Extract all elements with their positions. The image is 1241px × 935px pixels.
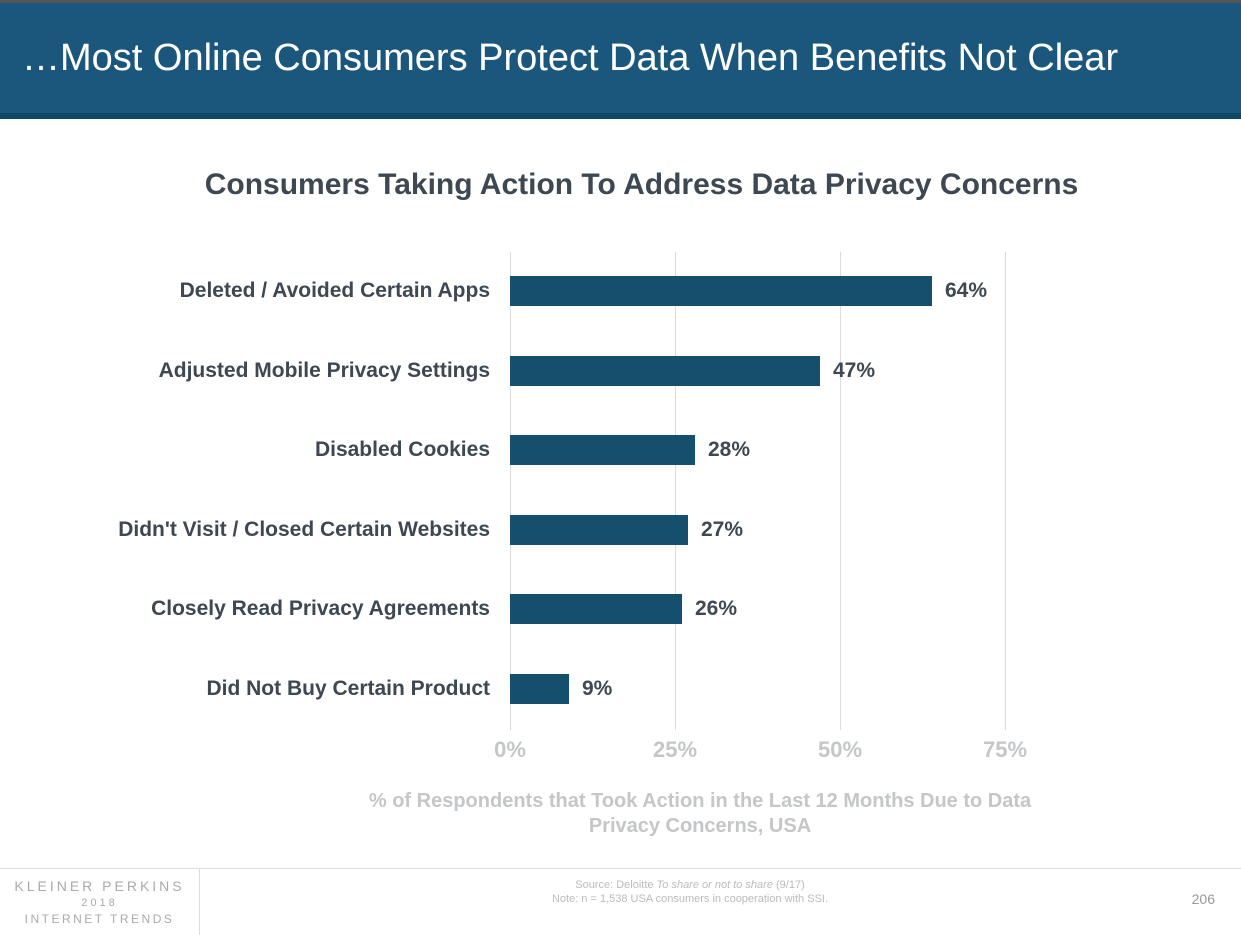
x-tick-label: 0% [494, 737, 526, 762]
kleiner-perkins-logo [0, 869, 200, 935]
bar-label: Deleted / Avoided Certain Apps [179, 279, 490, 302]
bar-label: Closely Read Privacy Agreements [151, 597, 490, 620]
x-axis-caption [360, 789, 1040, 839]
gridline [840, 252, 841, 730]
source-note [430, 878, 950, 906]
bar-value: 27% [701, 518, 744, 541]
gridline [1005, 252, 1006, 730]
bar [510, 674, 569, 704]
x-tick-label: 25% [652, 737, 698, 762]
bar-label: Disabled Cookies [314, 438, 490, 461]
bar [510, 276, 932, 306]
bar [510, 594, 682, 624]
bar-label: Did Not Buy Certain Product [206, 677, 490, 700]
bar-label: Didn't Visit / Closed Certain Websites [118, 518, 490, 541]
bar [510, 515, 688, 545]
bar-value: 26% [695, 597, 738, 620]
gridline [510, 252, 511, 730]
bar [510, 356, 820, 386]
bar-value: 64% [945, 279, 988, 302]
x-tick-label: 75% [982, 737, 1028, 762]
bar [510, 435, 695, 465]
source-line: Source: Deloitte To share or not to share (9/17) [575, 879, 805, 891]
logo-line-1: KLEINER PERKINS [14, 878, 185, 894]
x-tick-label: 50% [817, 737, 863, 762]
note-line: Note: n = 1,538 USA consumers in cooperation with SSI. [551, 893, 829, 905]
logo-line-3: INTERNET TRENDS [24, 912, 175, 926]
bar-label: Adjusted Mobile Privacy Settings [158, 359, 490, 382]
bar-value: 9% [582, 677, 613, 700]
logo-line-2: 2018 [81, 897, 118, 909]
chart-title: Consumers Taking Action To Address Data Privacy Concerns [204, 168, 1079, 201]
x-axis-caption-line2: Privacy Concerns, USA [588, 815, 812, 837]
bar-value: 28% [708, 438, 751, 461]
bar-value: 47% [833, 359, 876, 382]
gridline [675, 252, 676, 730]
page-number: 206 [1191, 891, 1215, 907]
banner-title: …Most Online Consumers Protect Data When Benefits Not Clear [22, 36, 1119, 79]
x-axis-caption-line1: % of Respondents that Took Action in the Last 12 Months Due to Data [368, 790, 1032, 812]
source-title-italic: To share or not to share [656, 879, 773, 891]
